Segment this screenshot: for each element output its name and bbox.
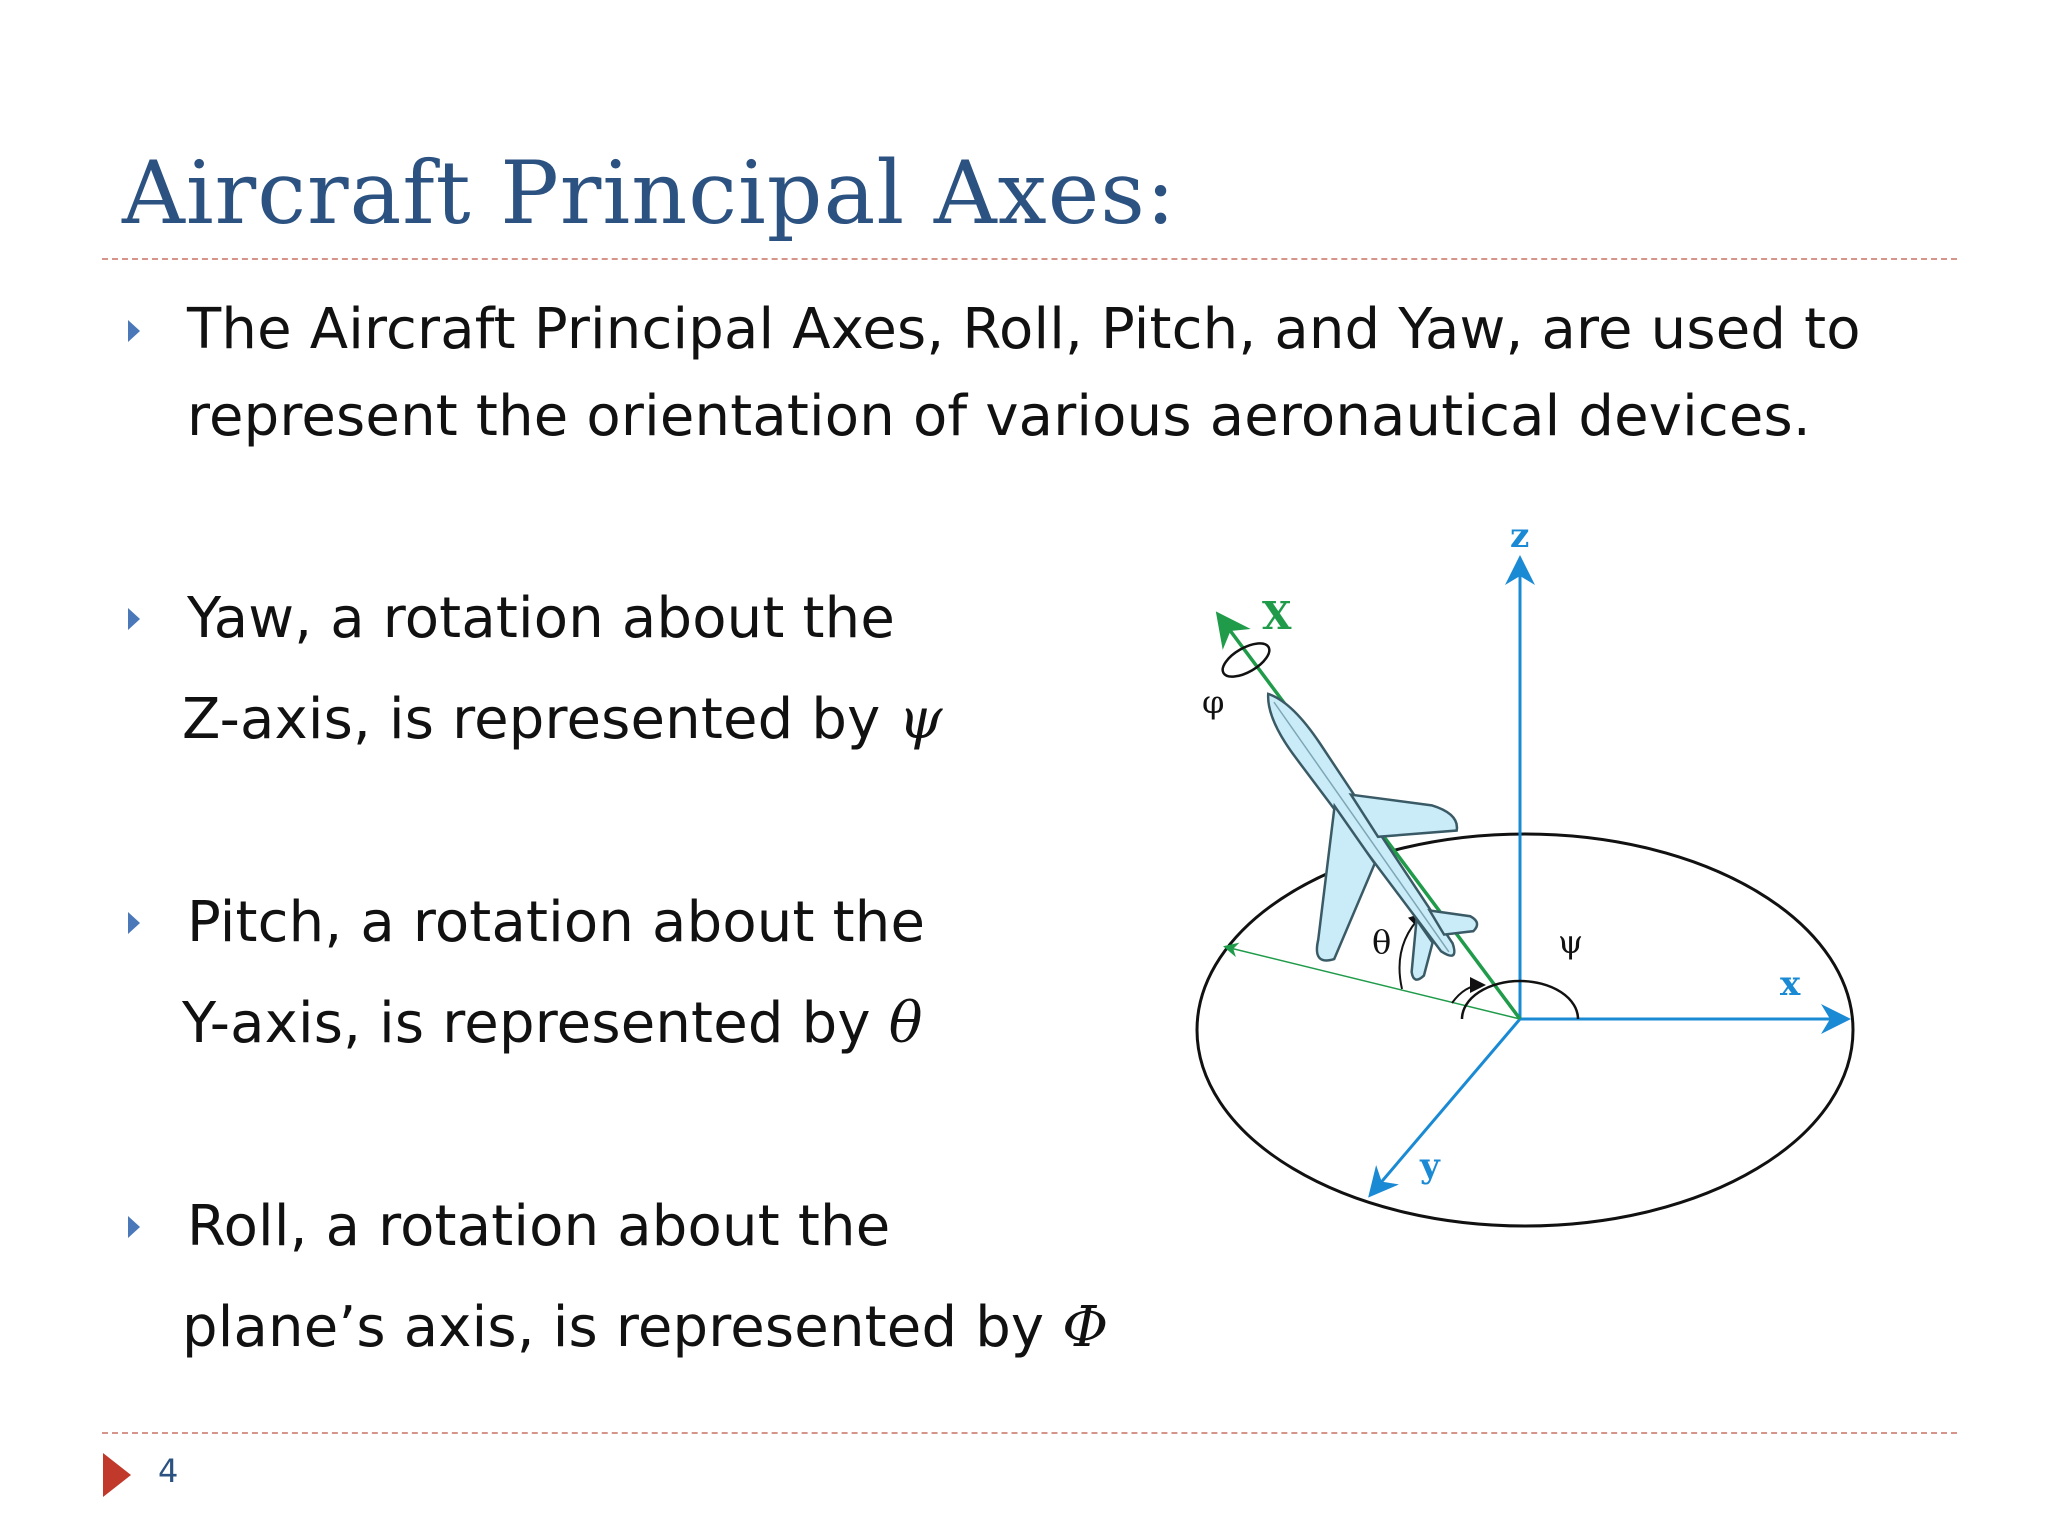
- z-axis-label: z: [1510, 516, 1530, 556]
- yaw-symbol: ψ: [898, 687, 943, 752]
- aircraft-axes-diagram: [1180, 505, 1860, 1245]
- bullet-4-line-2-text: plane’s axis, is represented by: [182, 1295, 1063, 1360]
- bullet-2-line-1: Yaw, a rotation about the: [187, 586, 896, 651]
- bullet-4-line-1: Roll, a rotation about the: [187, 1194, 891, 1259]
- y-axis-line: [1372, 1019, 1520, 1193]
- footer-divider: [102, 1432, 1957, 1434]
- roll-symbol: Φ: [1062, 1295, 1109, 1360]
- bullet-3-line-2-text: Y-axis, is represented by: [182, 991, 889, 1056]
- yaw-label: ψ: [1558, 923, 1584, 961]
- bullet-icon: [128, 320, 140, 342]
- page-number: 4: [158, 1452, 179, 1490]
- bullet-3-line-2: [182, 991, 923, 1056]
- y-axis-label: y: [1420, 1146, 1440, 1186]
- bullet-2-line-2: [182, 687, 943, 752]
- bullet-icon: [128, 912, 140, 934]
- ground-ellipse: [1197, 834, 1853, 1226]
- x-axis-label: x: [1780, 964, 1801, 1004]
- aircraft-icon: [1180, 648, 1518, 1020]
- bullet-4-line-2: [182, 1295, 1108, 1360]
- footer-arrow-icon: [103, 1453, 131, 1497]
- bullet-icon: [128, 1216, 140, 1238]
- title-divider: [102, 258, 1957, 260]
- slide-title: Aircraft Principal Axes:: [122, 142, 1177, 244]
- bullet-1-line-1: The Aircraft Principal Axes, Roll, Pitch, and Yaw, are used to: [187, 297, 1861, 362]
- bullet-icon: [128, 608, 140, 630]
- roll-label: φ: [1202, 683, 1225, 721]
- bullet-1-line-2: represent the orientation of various aeronautical devices.: [187, 384, 1811, 449]
- pitch-label: θ: [1372, 923, 1392, 961]
- bullet-3-line-1: Pitch, a rotation about the: [187, 890, 926, 955]
- plane-axis-label: X: [1262, 593, 1292, 638]
- bullet-2-line-2-text: Z-axis, is represented by: [182, 687, 899, 752]
- pitch-symbol: θ: [888, 991, 923, 1056]
